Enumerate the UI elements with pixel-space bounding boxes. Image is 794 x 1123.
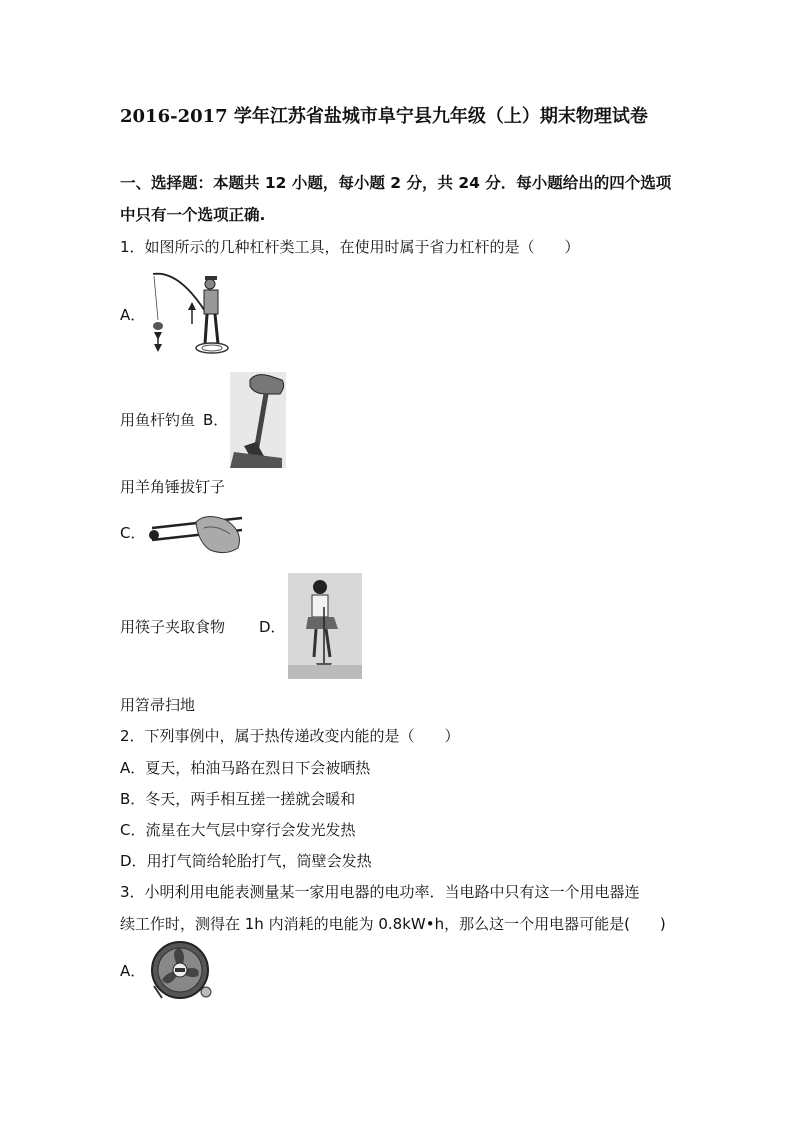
section-heading-line2: 中只有一个选项正确. <box>120 206 266 224</box>
q2-option-d <box>120 851 372 871</box>
option-text: 夏天，柏油马路在烈日下会被晒热 <box>145 759 371 777</box>
q1-option-c-caption: 用筷子夹取食物 <box>120 618 226 636</box>
question-3-stem-line2: 续工作时，测得在 1h 内消耗的电能为 0.8kW•h，那么这一个用电器可能是( ) <box>120 915 666 933</box>
option-label: A． <box>120 759 146 777</box>
q2-option-a <box>120 758 370 778</box>
q1-option-a-caption: 用鱼杆钓鱼 <box>120 411 196 429</box>
option-label: C． <box>120 821 146 839</box>
q3-option-a-label: A． <box>120 962 146 980</box>
q2-option-c <box>120 820 356 840</box>
chopsticks-icon <box>146 512 246 556</box>
question-3-stem-line1: 3．小明利用电能表测量某一家用电器的电功率．当电路中只有这一个用电器连 <box>120 883 640 901</box>
q1-option-d-caption: 用笤帚扫地 <box>120 696 196 714</box>
page-title: 2016-2017 学年江苏省盐城市阜宁县九年级（上）期末物理试卷 <box>120 106 648 127</box>
q1-option-b-label: B． <box>203 411 229 429</box>
question-2-stem: 2．下列事例中，属于热传递改变内能的是（ ） <box>120 727 460 745</box>
option-text: 用打气筒给轮胎打气，筒壁会发热 <box>146 852 372 870</box>
option-label: D． <box>120 852 147 870</box>
q1-option-a-label: A． <box>120 306 146 324</box>
question-1-stem: 1．如图所示的几种杠杆类工具，在使用时属于省力杠杆的是（ ） <box>120 238 580 256</box>
option-label: B． <box>120 790 146 808</box>
broom-icon <box>288 573 362 679</box>
q1-option-d-label: D． <box>259 618 286 636</box>
electric-fan-icon <box>148 940 214 1002</box>
q1-option-c-label: C． <box>120 524 146 542</box>
option-text: 流星在大气层中穿行会发光发热 <box>145 821 356 839</box>
q2-option-b <box>120 789 355 809</box>
claw-hammer-icon <box>230 372 286 468</box>
fishing-rod-icon <box>150 268 230 360</box>
option-text: 冬天，两手相互搓一搓就会暖和 <box>145 790 356 808</box>
q1-option-b-caption: 用羊角锤拔钉子 <box>120 478 226 496</box>
section-heading-line1: 一、选择题：本题共 12 小题，每小题 2 分，共 24 分．每小题给出的四个选项 <box>120 174 672 192</box>
